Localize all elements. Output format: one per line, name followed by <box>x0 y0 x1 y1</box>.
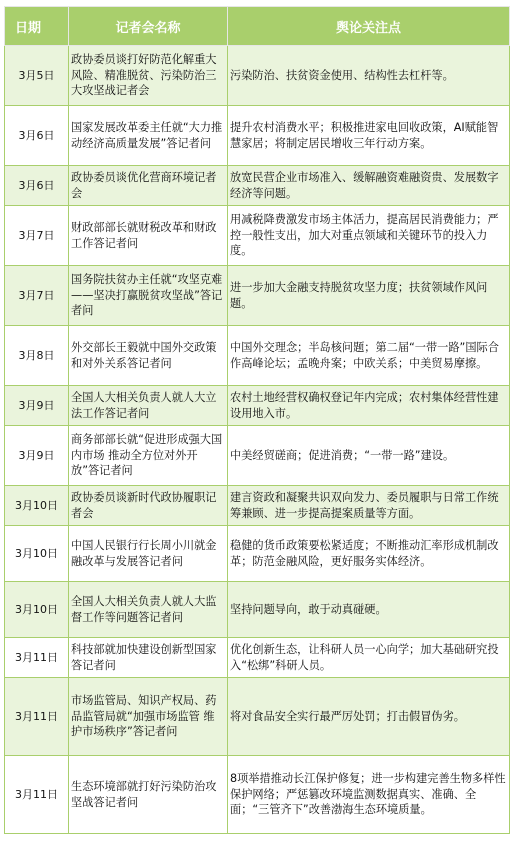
table-row <box>5 166 510 206</box>
row-focus: 中国外交理念；半岛核问题；第二届“一带一路”国际合作高峰论坛；孟晚舟案；中欧关系；中美贸易摩擦。 <box>228 326 510 386</box>
header-name: 记者会名称 <box>69 7 228 46</box>
row-name: 科技部就加快建设创新型国家答记者问 <box>69 638 228 678</box>
row-date: 3月11日 <box>5 638 69 678</box>
row-focus: 放宽民营企业市场准入、缓解融资难融资贵、发展数字经济等问题。 <box>228 166 510 206</box>
table-row <box>5 486 510 526</box>
row-date: 3月7日 <box>5 206 69 266</box>
row-date: 3月8日 <box>5 326 69 386</box>
row-name: 外交部长王毅就中国外交政策和对外关系答记者问 <box>69 326 228 386</box>
row-name: 全国人大相关负责人就人大立法工作答记者问 <box>69 386 228 426</box>
table-row <box>5 206 510 266</box>
row-name: 商务部部长就“促进形成强大国内市场 推动全方位对外开放”答记者问 <box>69 426 228 486</box>
row-focus: 用减税降费激发市场主体活力，提高居民消费能力；严控一般性支出，加大对重点领域和关键环节的投入力度。 <box>228 206 510 266</box>
row-focus: 建言资政和凝聚共识双向发力、委员履职与日常工作统筹兼顾、进一步提高提案质量等方面。 <box>228 486 510 526</box>
table-row <box>5 46 510 106</box>
row-focus: 进一步加大金融支持脱贫攻坚力度；扶贫领域作风问题。 <box>228 266 510 326</box>
row-focus: 农村土地经营权确权登记年内完成；农村集体经营性建设用地入市。 <box>228 386 510 426</box>
row-date: 3月11日 <box>5 756 69 834</box>
row-date: 3月10日 <box>5 526 69 582</box>
header-date: 日期 <box>5 7 69 46</box>
table-row <box>5 386 510 426</box>
table-row <box>5 266 510 326</box>
table-row <box>5 678 510 756</box>
row-focus: 8项举措推动长江保护修复；进一步构建完善生物多样性保护网络；严惩篡改环境监测数据真实、准确、全面；“三管齐下”改善渤海生态环境质量。 <box>228 756 510 834</box>
row-date: 3月6日 <box>5 166 69 206</box>
row-name: 财政部部长就财税改革和财政工作答记者问 <box>69 206 228 266</box>
press-conference-table-container <box>4 6 509 834</box>
row-focus: 优化创新生态，让科研人员一心向学；加大基础研究投入“松绑”科研人员。 <box>228 638 510 678</box>
row-name: 中国人民银行行长周小川就金融改革与发展答记者问 <box>69 526 228 582</box>
table-row <box>5 582 510 638</box>
row-date: 3月9日 <box>5 386 69 426</box>
row-name: 政协委员谈优化营商环境记者会 <box>69 166 228 206</box>
row-date: 3月10日 <box>5 582 69 638</box>
row-name: 政协委员谈新时代政协履职记者会 <box>69 486 228 526</box>
table-row <box>5 756 510 834</box>
row-name: 政协委员谈打好防范化解重大风险、精准脱贫、污染防治三大攻坚战记者会 <box>69 46 228 106</box>
row-name: 国务院扶贫办主任就“攻坚克难——坚决打赢脱贫攻坚战”答记者问 <box>69 266 228 326</box>
row-date: 3月11日 <box>5 678 69 756</box>
row-date: 3月6日 <box>5 106 69 166</box>
row-date: 3月7日 <box>5 266 69 326</box>
table-header-row <box>5 7 510 46</box>
press-conference-table <box>4 6 510 834</box>
row-name: 市场监管局、知识产权局、药品监管局就“加强市场监管 维护市场秩序”答记者问 <box>69 678 228 756</box>
table-row <box>5 638 510 678</box>
row-date: 3月10日 <box>5 486 69 526</box>
row-name: 国家发展改革委主任就“大力推动经济高质量发展”答记者问 <box>69 106 228 166</box>
row-name: 生态环境部就打好污染防治攻坚战答记者问 <box>69 756 228 834</box>
row-focus: 坚持问题导向，敢于动真碰硬。 <box>228 582 510 638</box>
row-date: 3月5日 <box>5 46 69 106</box>
row-date: 3月9日 <box>5 426 69 486</box>
table-row <box>5 106 510 166</box>
row-focus: 稳健的货币政策要松紧适度；不断推动汇率形成机制改革；防范金融风险，更好服务实体经济。 <box>228 526 510 582</box>
row-focus: 污染防治、扶贫资金使用、结构性去杠杆等。 <box>228 46 510 106</box>
table-row <box>5 526 510 582</box>
row-focus: 将对食品安全实行最严厉处罚；打击假冒伪劣。 <box>228 678 510 756</box>
table-row <box>5 426 510 486</box>
row-focus: 中美经贸磋商；促进消费；“一带一路”建设。 <box>228 426 510 486</box>
table-row <box>5 326 510 386</box>
row-focus: 提升农村消费水平；积极推进家电回收政策，AI赋能智慧家居；将制定居民增收三年行动方案。 <box>228 106 510 166</box>
header-focus: 舆论关注点 <box>228 7 510 46</box>
row-name: 全国人大相关负责人就人大监督工作等问题答记者问 <box>69 582 228 638</box>
